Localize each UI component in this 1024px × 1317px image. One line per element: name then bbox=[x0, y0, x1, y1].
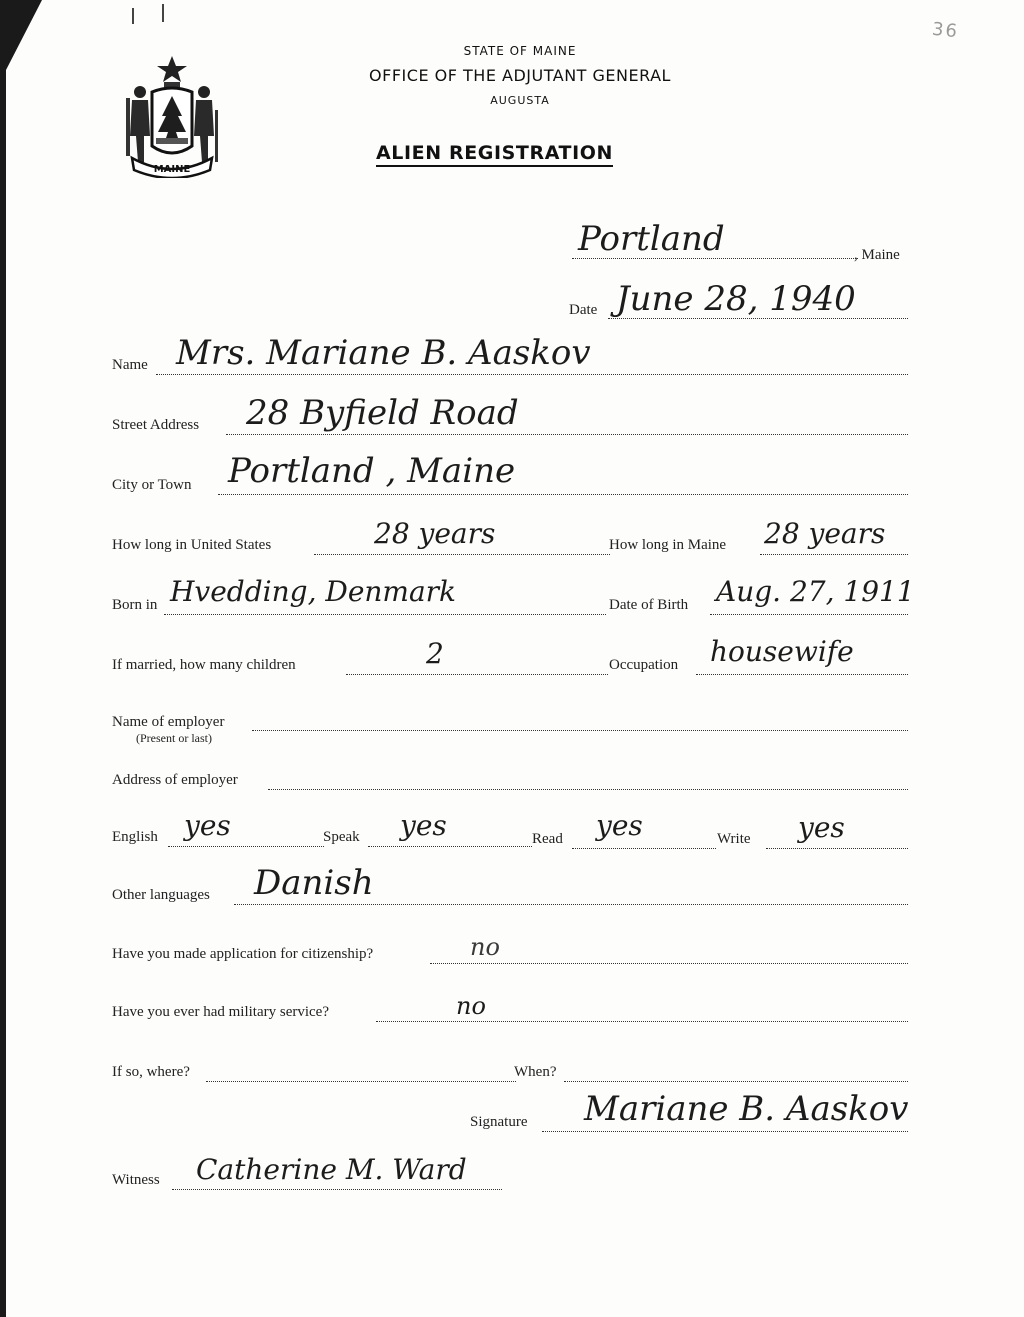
name-value: Mrs. Mariane B. Aaskov bbox=[176, 333, 591, 373]
speak-line bbox=[368, 846, 532, 847]
occupation-label: Occupation bbox=[609, 657, 679, 673]
office-header: OFFICE OF THE ADJUTANT GENERAL bbox=[369, 66, 671, 85]
citizenship-value: no bbox=[470, 933, 500, 961]
years-in-maine-label: How long in Maine bbox=[609, 537, 727, 553]
date-value: June 28, 1940 bbox=[616, 279, 856, 319]
date-of-birth-line bbox=[710, 614, 908, 615]
born-in-line bbox=[164, 614, 606, 615]
english-label: English bbox=[112, 829, 158, 845]
city-header: AUGUSTA bbox=[490, 94, 550, 107]
military-service-value: no bbox=[456, 992, 486, 1020]
street-address-value: 28 Byfield Road bbox=[246, 393, 519, 433]
city-value: Portland , Maine bbox=[228, 451, 516, 491]
years-in-us-value: 28 years bbox=[374, 517, 496, 550]
other-languages-label: Other languages bbox=[112, 887, 210, 903]
town-value: Portland bbox=[578, 219, 725, 259]
witness-line bbox=[172, 1189, 502, 1190]
born-in-label: Born in bbox=[112, 597, 158, 613]
witness-label: Witness bbox=[112, 1172, 160, 1188]
born-in-value: Hvedding, Denmark bbox=[170, 575, 457, 608]
employer-name-line bbox=[252, 730, 908, 731]
children-line bbox=[346, 674, 608, 675]
when-label: When? bbox=[514, 1064, 557, 1080]
years-in-us-line bbox=[314, 554, 610, 555]
english-line bbox=[168, 846, 324, 847]
if-so-where-label: If so, where? bbox=[112, 1064, 190, 1080]
speak-label: Speak bbox=[323, 829, 360, 845]
street-address-label: Street Address bbox=[112, 417, 200, 433]
other-languages-line bbox=[234, 904, 908, 905]
write-label: Write bbox=[717, 831, 751, 847]
children-value: 2 bbox=[426, 637, 444, 670]
read-value: yes bbox=[596, 809, 643, 842]
maine-state-seal bbox=[118, 54, 226, 178]
when-line bbox=[564, 1081, 908, 1082]
speak-value: yes bbox=[400, 809, 447, 842]
if-so-where-line bbox=[206, 1081, 516, 1082]
read-line bbox=[572, 848, 716, 849]
street-address-line bbox=[226, 434, 908, 435]
citizenship-line bbox=[430, 963, 908, 964]
state-header: STATE OF MAINE bbox=[463, 44, 577, 58]
folded-corner bbox=[6, 0, 42, 70]
signature-value: Mariane B. Aaskov bbox=[584, 1089, 909, 1129]
margin-mark bbox=[132, 8, 134, 24]
years-in-maine-value: 28 years bbox=[764, 517, 886, 550]
citizenship-label: Have you made application for citizenship? bbox=[112, 946, 374, 962]
military-service-label: Have you ever had military service? bbox=[112, 1004, 329, 1020]
military-service-line bbox=[376, 1021, 908, 1022]
employer-name-sublabel: (Present or last) bbox=[136, 731, 212, 745]
years-in-maine-line bbox=[760, 554, 908, 555]
children-label: If married, how many children bbox=[112, 657, 296, 673]
city-line bbox=[218, 494, 908, 495]
form-title: ALIEN REGISTRATION bbox=[376, 142, 613, 167]
maine-label: , Maine bbox=[854, 247, 900, 263]
write-line bbox=[766, 848, 908, 849]
write-value: yes bbox=[798, 811, 845, 844]
english-value: yes bbox=[184, 809, 231, 842]
employer-address-line bbox=[268, 789, 908, 790]
city-label: City or Town bbox=[112, 477, 192, 493]
date-of-birth-value: Aug. 27, 1911 bbox=[716, 575, 915, 608]
employer-address-label: Address of employer bbox=[112, 772, 238, 788]
other-languages-value: Danish bbox=[254, 863, 374, 903]
date-label: Date bbox=[569, 302, 598, 318]
witness-value: Catherine M. Ward bbox=[196, 1153, 467, 1186]
svg-text:MAINE: MAINE bbox=[153, 164, 191, 175]
read-label: Read bbox=[532, 831, 563, 847]
signature-label: Signature bbox=[470, 1114, 528, 1130]
years-in-us-label: How long in United States bbox=[112, 537, 272, 553]
page-number-mark: 36 bbox=[930, 18, 960, 43]
margin-mark bbox=[162, 4, 164, 22]
occupation-line bbox=[696, 674, 908, 675]
date-of-birth-label: Date of Birth bbox=[609, 597, 689, 613]
registration-form-page bbox=[6, 0, 1024, 1317]
occupation-value: housewife bbox=[710, 635, 854, 668]
name-line bbox=[156, 374, 908, 375]
name-label: Name bbox=[112, 357, 148, 373]
signature-line bbox=[542, 1131, 908, 1132]
employer-name-label: Name of employer bbox=[112, 714, 225, 730]
